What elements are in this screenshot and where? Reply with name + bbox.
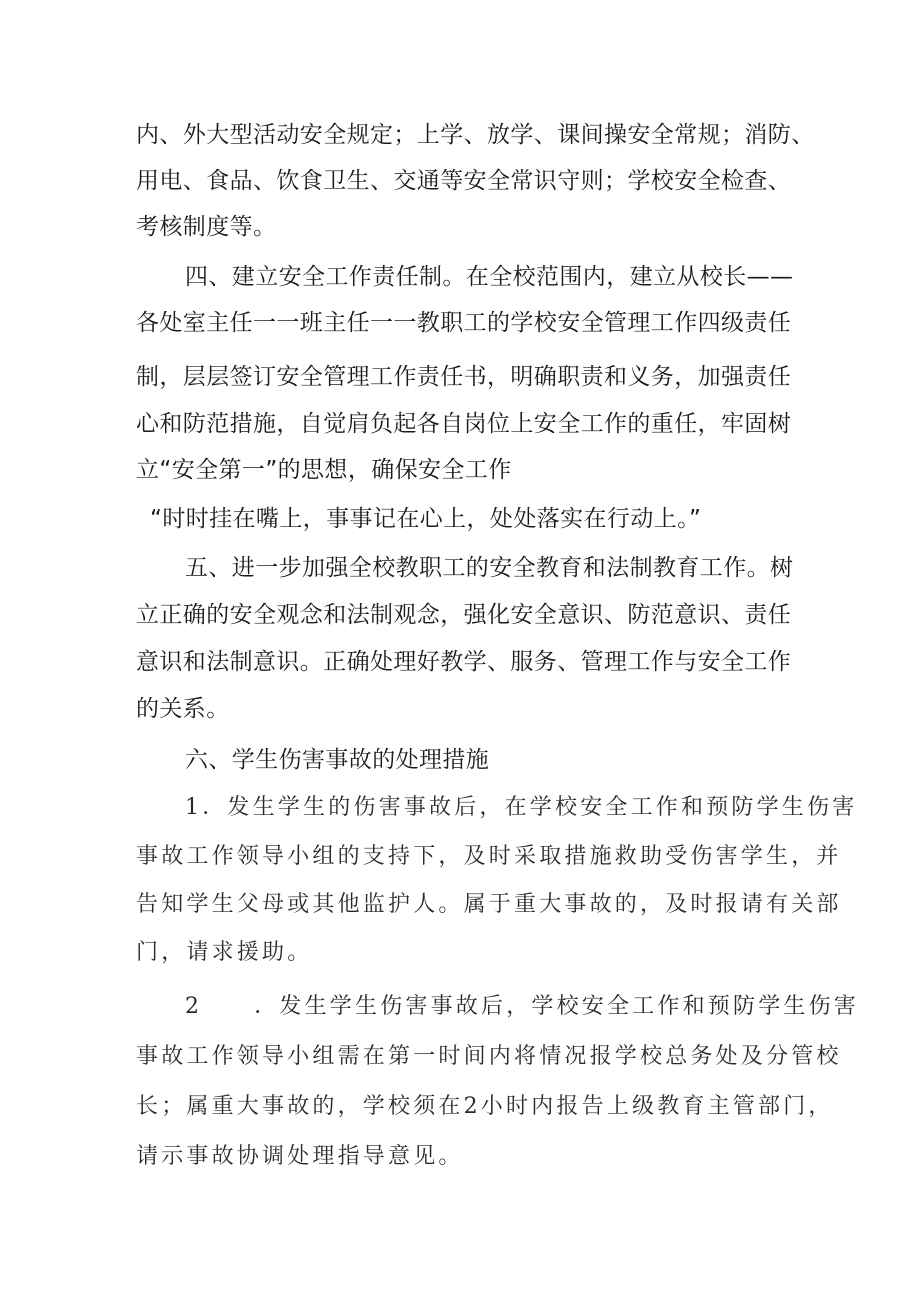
paragraph-line: 事故工作领导小组的支持下，及时采取措施救助受伤害学生，并: [136, 844, 842, 869]
paragraph-line: 立正确的安全观念和法制观念，强化安全意识、防范意识、责任: [136, 602, 792, 628]
item-two-first-text: ．发生学生伤害事故后，学校安全工作和预防学生伤害: [254, 994, 860, 1019]
paragraph-line: 心和防范措施，自觉肩负起各自岗位上安全工作的重任，牢固树: [136, 411, 792, 437]
paragraph-line: 告知学生父母或其他监护人。属于重大事故的，及时报请有关部: [136, 892, 842, 917]
paragraph-line: 请示事故协调处理指导意见。: [136, 1144, 464, 1169]
quote-line: “时时挂在嘴上，事事记在心上，处处落实在行动上。”: [150, 506, 702, 532]
paragraph-line: 立“安全第一”的思想，确保安全工作: [136, 457, 512, 483]
paragraph-line: 门，请求援助。: [136, 940, 313, 965]
section-five-heading-line: 五、进一步加强全校教职工的安全教育和法制教育工作。树: [185, 555, 794, 581]
paragraph-line: 各处室主任一一班主任一一教职工的学校安全管理工作四级责任: [136, 310, 792, 336]
section-six-heading: 六、学生伤害事故的处理措施: [185, 747, 490, 773]
paragraph-line: 意识和法制意识。正确处理好教学、服务、管理工作与安全工作: [136, 649, 792, 675]
section-four-heading-line: 四、建立安全工作责任制。在全校范围内，建立从校长——: [185, 264, 794, 290]
paragraph-line: 事故工作领导小组需在第一时间内将情况报学校总务处及分管校: [136, 1044, 842, 1069]
item-one-line: 1．发生学生的伤害事故后，在学校安全工作和预防学生伤害: [185, 795, 858, 820]
paragraph-line: 考核制度等。: [136, 214, 277, 240]
item-two-number: 2: [185, 994, 203, 1019]
paragraph-line: 用电、食品、饮食卫生、交通等安全常识守则；学校安全检查、: [136, 168, 792, 194]
paragraph-line: 的关系。: [136, 696, 230, 722]
paragraph-line: 内、外大型活动安全规定；上学、放学、课间操安全常规；消防、: [136, 122, 815, 148]
paragraph-line: 制，层层签订安全管理工作责任书，明确职责和义务，加强责任: [136, 364, 792, 390]
paragraph-line: 长；属重大事故的，学校须在2小时内报告上级教育主管部门，: [136, 1094, 834, 1119]
item-two-line: [185, 992, 859, 1022]
